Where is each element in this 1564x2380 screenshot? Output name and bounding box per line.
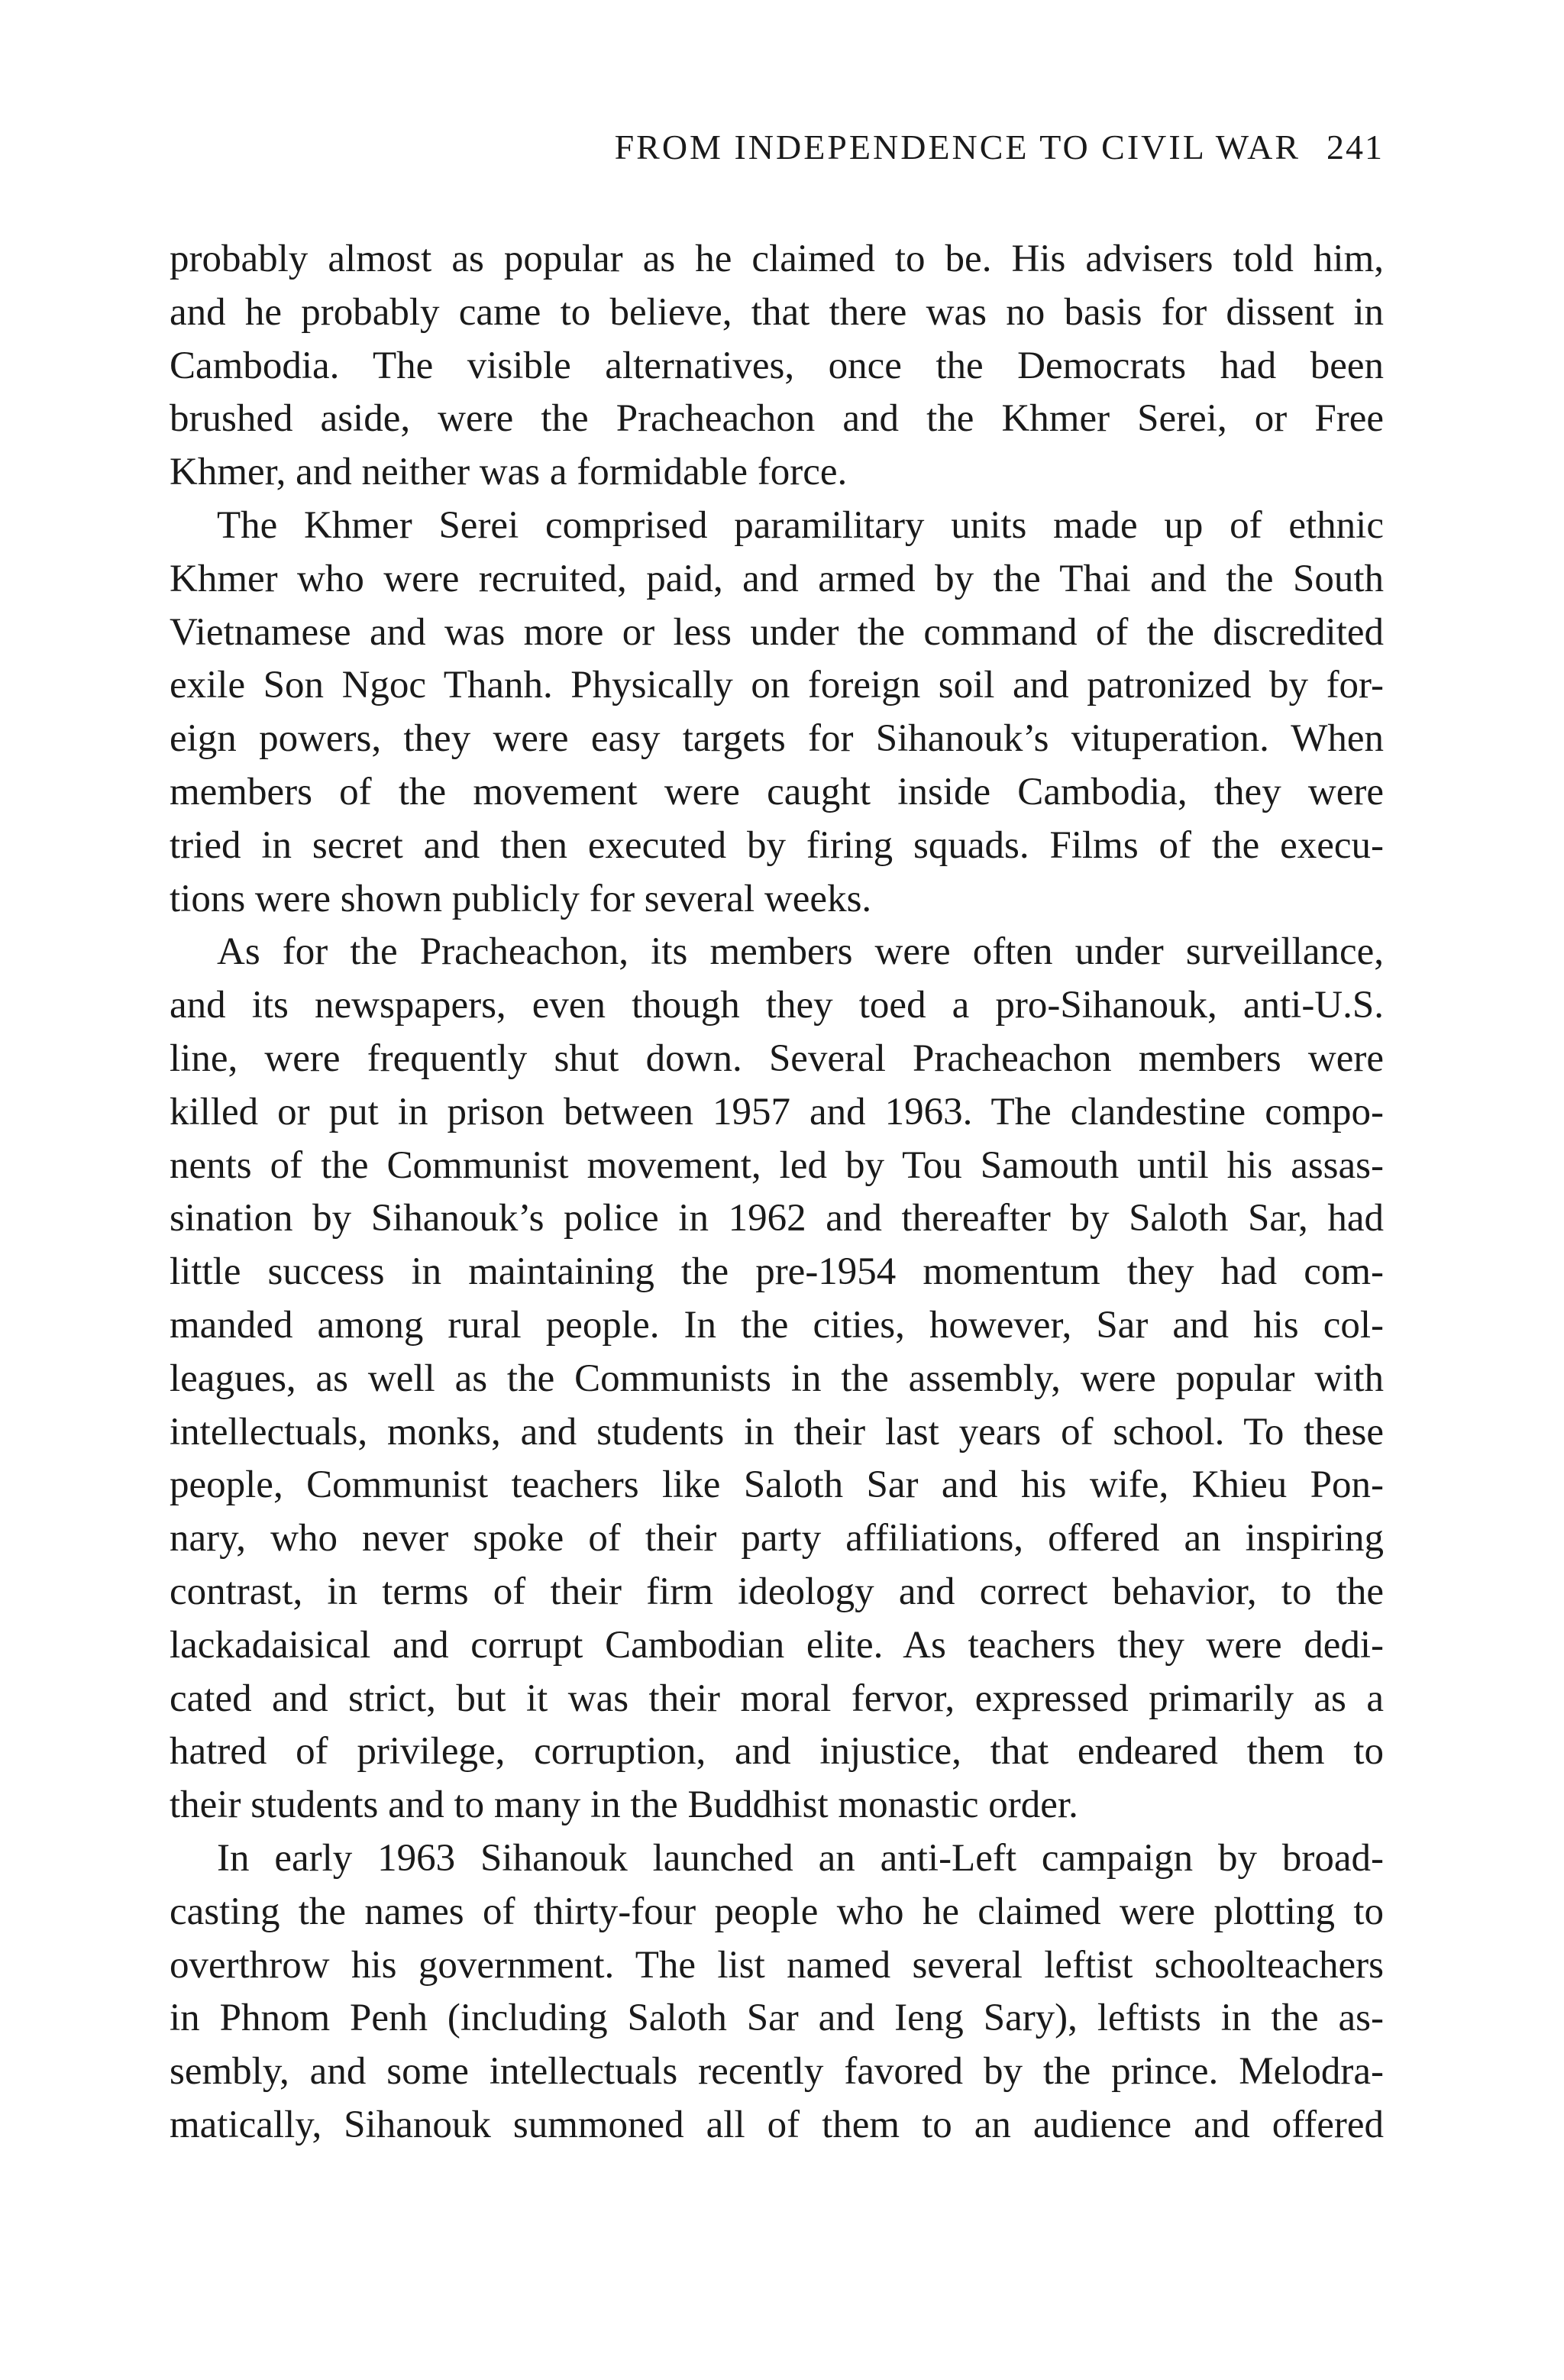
text-line: and its newspapers, even though they toed a pro-Sihanouk, anti-U.S. (170, 984, 1384, 1027)
text-line: little success in maintaining the pre-1954 momentum they had com- (170, 1250, 1384, 1294)
text-line: intellectuals, monks, and students in their last years of school. To these (170, 1410, 1384, 1454)
text-line: Vietnamese and was more or less under the command of the discredited (170, 610, 1384, 654)
text-line: eign powers, they were easy targets for Sihanouk’s vituperation. When (170, 717, 1384, 761)
text-line: nents of the Communist movement, led by Tou Samouth until his assas- (170, 1143, 1384, 1187)
text-line: probably almost as popular as he claimed to be. His advisers told him, (170, 238, 1384, 280)
text-line: sination by Sihanouk’s police in 1962 and thereafter by Saloth Sar, had (170, 1197, 1384, 1240)
text-line: brushed aside, were the Pracheachon and the Khmer Serei, or Free (170, 397, 1384, 441)
running-head-title: FROM INDEPENDENCE TO CIVIL WAR (614, 128, 1301, 167)
text-line: members of the movement were caught inside Cambodia, they were (170, 770, 1384, 813)
page-number: 241 (1326, 128, 1384, 167)
text-line: Khmer, and neither was a formidable force. (170, 451, 848, 494)
text-line: As for the Pracheachon, its members were often under surveillance, (217, 930, 1384, 974)
text-line: The Khmer Serei comprised paramilitary units made up of ethnic (217, 503, 1384, 547)
text-line: in Phnom Penh (including Saloth Sar and Ieng Sary), leftists in the as- (170, 1997, 1384, 2040)
text-line: matically, Sihanouk summoned all of them to an audience and offered (170, 2103, 1384, 2146)
text-line: exile Son Ngoc Thanh. Physically on foreign soil and patronized by for- (170, 664, 1384, 707)
text-line: cated and strict, but it was their moral fervor, expressed primarily as a (170, 1677, 1384, 1720)
text-line: tried in secret and then executed by firing squads. Films of the execu- (170, 823, 1384, 867)
text-line: lackadaisical and corrupt Cambodian elite. As teachers they were dedi- (170, 1623, 1384, 1667)
text-line: contrast, in terms of their firm ideology and correct behavior, to the (170, 1570, 1384, 1613)
running-head (170, 127, 1384, 173)
text-line: killed or put in prison between 1957 and 1963. The clandestine compo- (170, 1090, 1384, 1133)
text-line: casting the names of thirty-four people who he claimed were plotting to (170, 1890, 1384, 1933)
text-line: line, were frequently shut down. Several Pracheachon members were (170, 1036, 1384, 1080)
text-line: people, Communist teachers like Saloth Sar and his wife, Khieu Pon- (170, 1463, 1384, 1507)
text-line: their students and to many in the Buddhist monastic order. (170, 1783, 1078, 1827)
text-line: sembly, and some intellectuals recently favored by the prince. Melodra- (170, 2050, 1384, 2094)
text-line: hatred of privilege, corruption, and injustice, that endeared them to (170, 1730, 1384, 1774)
text-line: overthrow his government. The list named several leftist schoolteachers (170, 1943, 1384, 1987)
text-line: Khmer who were recruited, paid, and armed by the Thai and the South (170, 557, 1384, 600)
body-text (170, 233, 1384, 2152)
text-line: and he probably came to believe, that there was no basis for dissent in (170, 290, 1384, 334)
text-line: tions were shown publicly for several weeks. (170, 877, 872, 920)
text-line: Cambodia. The visible alternatives, once the Democrats had been (170, 344, 1384, 387)
text-line: In early 1963 Sihanouk launched an anti-Left campaign by broad- (217, 1836, 1384, 1880)
text-line: leagues, as well as the Communists in the assembly, were popular with (170, 1357, 1384, 1400)
text-line: nary, who never spoke of their party affiliations, offered an inspiring (170, 1517, 1384, 1560)
text-line: manded among rural people. In the cities, however, Sar and his col- (170, 1303, 1384, 1347)
